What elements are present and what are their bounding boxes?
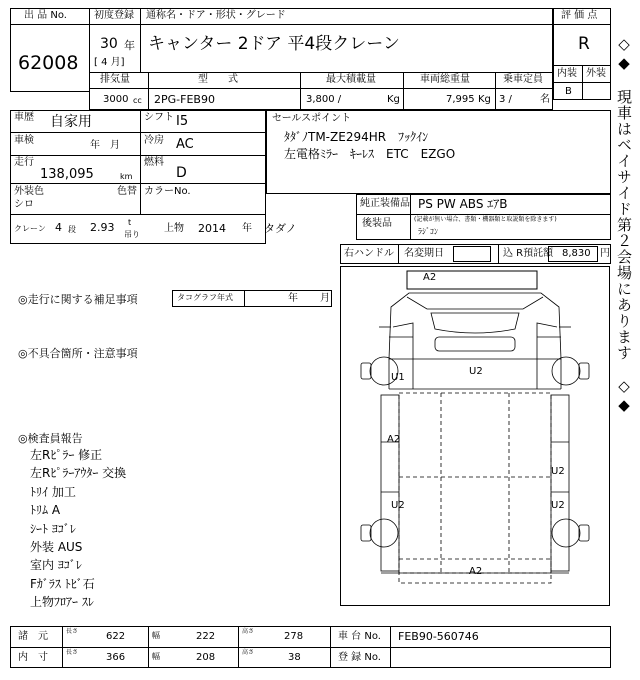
interior-grade: B xyxy=(565,86,572,97)
damage-mark: U2 xyxy=(551,466,565,477)
displacement-unit: cc xyxy=(133,96,142,105)
spec-len: 622 xyxy=(106,631,126,642)
damage-mark: A2 xyxy=(469,566,483,577)
upper-maker: タダノ xyxy=(264,222,297,235)
shift-value: I5 xyxy=(176,114,189,129)
reg-year: 30 xyxy=(100,36,118,52)
spec-hgt: 278 xyxy=(284,631,304,642)
crane-label: クレーン xyxy=(14,224,46,233)
lot-label: 出 品 No. xyxy=(24,10,67,21)
handle-value: 右ハンドル xyxy=(344,248,394,259)
color-no-label: 色替 xyxy=(117,186,137,197)
interior-label: 内装 xyxy=(557,68,577,79)
name-label: 通称名・ドア・形状・グレード xyxy=(146,10,286,21)
truck-outline xyxy=(341,267,609,605)
load-value: 3,800 / xyxy=(306,94,342,105)
recycle-label: 込 R預託額 xyxy=(503,248,554,259)
damage-mark: A2 xyxy=(423,272,437,283)
inner-len-label: 長さ xyxy=(66,649,79,656)
shift-label: シフト xyxy=(144,112,174,123)
spec-label: 諸 元 xyxy=(18,631,48,642)
spec-wid: 222 xyxy=(196,631,216,642)
damage-mark: U2 xyxy=(469,366,483,377)
inspector-report-item: ﾄﾘﾑ A xyxy=(30,503,61,518)
capacity-label: 乗車定員 xyxy=(503,74,543,85)
model-value: 2PG-FEB90 xyxy=(154,93,215,106)
history-value: 自家用 xyxy=(50,114,92,130)
inspector-report-item: 左Rﾋﾟﾗｰ 修正 xyxy=(30,448,103,462)
inspector-report-item: 左Rﾋﾟﾗｰｱｳﾀｰ 交換 xyxy=(30,466,127,481)
recycle-value: 8,830 xyxy=(562,248,591,259)
inspector-report-item: ｼｰﾄ ﾖｺﾞﾚ xyxy=(30,521,76,536)
vehicle-name: キャンター 2ドア 平4段クレーン xyxy=(148,34,400,54)
spec-len-label: 長さ xyxy=(66,628,79,635)
spec-hgt-label: 高さ xyxy=(242,628,255,635)
inspector-report-item: ﾄﾘｲ 加工 xyxy=(30,484,76,499)
upper-label: 上物 xyxy=(164,223,184,234)
stage-unit: 段 xyxy=(68,225,76,234)
reg-no-label: 登 録 No. xyxy=(338,652,381,663)
venue-note: ◇◆ 現車はベイサイド第２会場にあります ◇◆ xyxy=(615,35,633,415)
damage-mark: U2 xyxy=(551,500,565,511)
inner-hgt: 38 xyxy=(288,652,301,663)
upper-year: 2014 xyxy=(198,222,226,235)
inspection-value: 年 月 xyxy=(90,140,120,151)
tacho-year: 年 xyxy=(288,293,298,304)
exterior-label: 外装 xyxy=(586,68,606,79)
displacement-value: 3000 xyxy=(103,94,129,105)
std-value: PS PW ABS ｴｱB xyxy=(418,197,508,211)
spec-wid-label: 幅 xyxy=(152,631,160,640)
load-label: 最大積載量 xyxy=(326,74,376,85)
damage-mark: A2 xyxy=(387,434,401,445)
inner-wid-label: 幅 xyxy=(152,652,160,661)
ac-label: 冷房 xyxy=(144,135,164,146)
mileage-value: 138,095 xyxy=(40,167,94,182)
inspector-report-item: 外装 AUS xyxy=(30,540,83,554)
inner-label: 内 寸 xyxy=(18,652,48,663)
damage-diagram xyxy=(340,266,610,606)
gross-unit: Kg xyxy=(478,94,491,105)
color-value: シロ xyxy=(14,199,34,210)
damage-mark: U2 xyxy=(391,500,405,511)
color-label: 外装色 xyxy=(14,186,44,197)
inner-hgt-label: 高さ xyxy=(242,649,255,656)
tacho-label: タコグラフ年式 xyxy=(177,293,233,302)
grade-value: R xyxy=(578,34,590,54)
displacement-label: 排気量 xyxy=(100,74,130,85)
sales-label: セールスポイント xyxy=(272,113,352,124)
reg-label: 初度登録 xyxy=(94,10,134,21)
inner-wid: 208 xyxy=(196,652,216,663)
load-unit: Kg xyxy=(387,94,400,105)
after-value: ﾗｼﾞｺﾝ xyxy=(418,227,438,236)
hang-unit: 吊り xyxy=(124,230,140,239)
upper-unit: 年 xyxy=(242,223,252,234)
ac-value: AC xyxy=(176,137,194,152)
inspector-title: ◎検査員報告 xyxy=(18,432,83,445)
history-label: 車歴 xyxy=(14,112,34,123)
color-no-header: カラーNo. xyxy=(144,186,191,197)
inspector-report-item: Fｶﾞﾗｽ ﾄﾋﾞ石 xyxy=(30,576,95,591)
gross-value: 7,995 xyxy=(446,94,475,105)
sales-line1: ﾀﾀﾞﾉTM-ZE294HR ﾌｯｸｲﾝ xyxy=(284,130,429,144)
grade-label: 評 価 点 xyxy=(561,10,598,21)
after-note: (記載が無い場合、書類・機器類と取説類を除きます) xyxy=(414,216,557,223)
fuel-value: D xyxy=(176,165,187,181)
damage-mark: U1 xyxy=(391,372,405,383)
model-label: 型 式 xyxy=(198,74,238,85)
lot-number: 62008 xyxy=(18,52,79,74)
sales-line2: 左電格ﾐﾗｰ ｷｰﾚｽ ETC EZGO xyxy=(284,147,456,161)
tacho-month: 月 xyxy=(320,293,330,304)
defect-title: ◎不具合箇所・注意事項 xyxy=(18,347,138,360)
crane-tons: 2.93 xyxy=(90,221,115,234)
reg-month: [ 4 月] xyxy=(94,57,125,68)
crane-stage: 4 xyxy=(55,221,62,234)
inspector-report-item: 上物ﾌﾛｱｰ ｽﾚ xyxy=(30,595,94,610)
chassis-label: 車 台 No. xyxy=(338,631,381,642)
tons-unit: t xyxy=(128,218,132,227)
std-label: 純正装備品 xyxy=(360,198,410,209)
name-change-label: 名変期日 xyxy=(404,248,444,259)
inspector-report-item: 室内 ﾖｺﾞﾚ xyxy=(30,558,82,573)
after-label: 後装品 xyxy=(362,218,392,229)
chassis-value: FEB90-560746 xyxy=(398,630,479,643)
capacity-unit: 名 xyxy=(540,94,550,105)
driving-title: ◎走行に関する補足事項 xyxy=(18,293,138,306)
inspection-label: 車検 xyxy=(14,135,34,146)
capacity-value: 3 / xyxy=(499,94,512,105)
gross-label: 車両総重量 xyxy=(420,74,470,85)
inner-len: 366 xyxy=(106,652,126,663)
fuel-label: 燃料 xyxy=(144,157,164,168)
recycle-unit: 円 xyxy=(600,248,610,259)
mileage-unit: km xyxy=(120,172,133,181)
year-unit: 年 xyxy=(124,39,135,52)
mileage-label: 走行 xyxy=(14,157,34,168)
